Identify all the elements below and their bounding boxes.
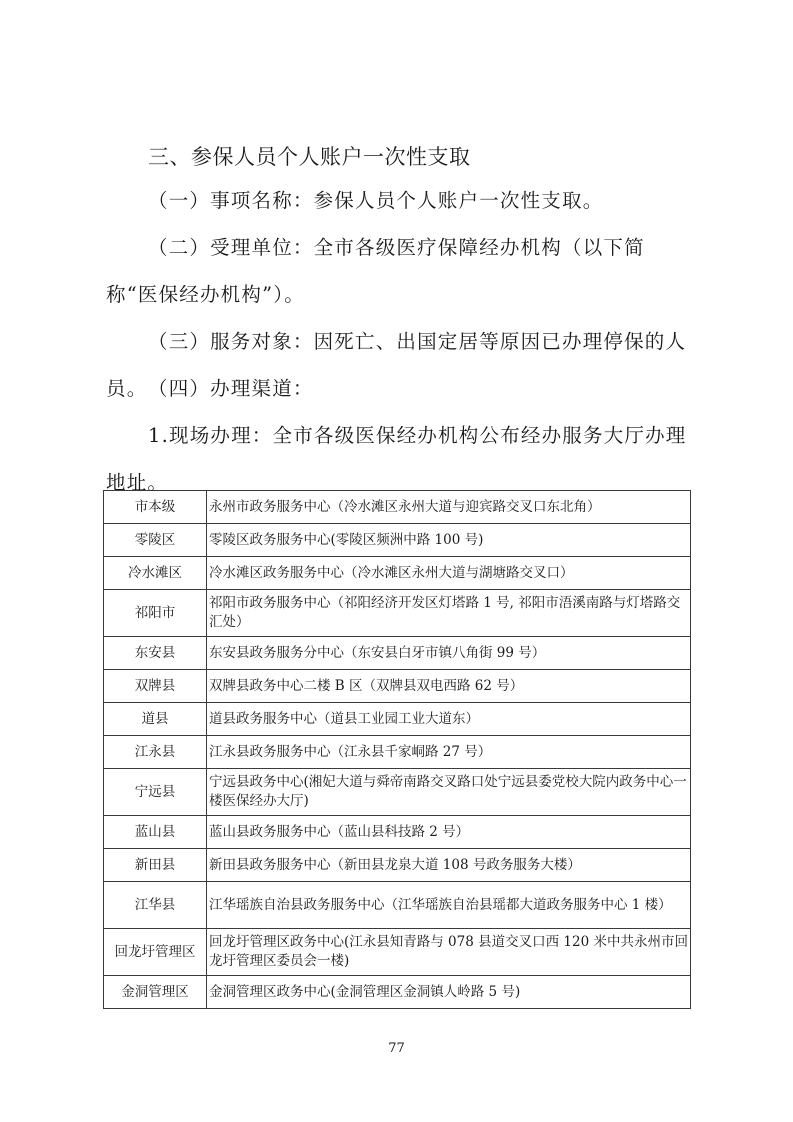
page-number: 77 bbox=[388, 1041, 405, 1056]
address-cell: 零陵区政务服务中心(零陵区频洲中路 100 号) bbox=[207, 524, 691, 557]
table-row bbox=[104, 703, 691, 736]
address-cell: 东安县政务服务分中心（东安县白牙市镇八角街 99 号） bbox=[207, 637, 691, 670]
table-row bbox=[104, 524, 691, 557]
district-cell: 冷水滩区 bbox=[104, 557, 207, 590]
district-cell: 双牌县 bbox=[104, 670, 207, 703]
paragraph-accepting-unit: （二）受理单位：全市各级医疗保障经办机构（以下简称“医保经办机构”）。 bbox=[106, 236, 645, 306]
table-row bbox=[104, 929, 691, 976]
paragraph-onsite: 1.现场办理：全市各级医保经办机构公布经办服务大厅办理地址。 bbox=[106, 424, 687, 494]
address-cell: 新田县政务服务中心（新田县龙泉大道 108 号政务服务大楼） bbox=[207, 849, 691, 882]
paragraph-channels: （四）办理渠道： bbox=[148, 377, 314, 400]
paragraph-item-name: （一）事项名称：参保人员个人账户一次性支取。 bbox=[148, 189, 604, 212]
district-cell: 祁阳市 bbox=[104, 590, 207, 637]
address-cell: 道县政务服务中心（道县工业园工业大道东） bbox=[207, 703, 691, 736]
table-row bbox=[104, 670, 691, 703]
district-cell: 市本级 bbox=[104, 491, 207, 524]
table-row bbox=[104, 882, 691, 929]
district-cell: 江华县 bbox=[104, 882, 207, 929]
district-cell: 道县 bbox=[104, 703, 207, 736]
table-row bbox=[104, 849, 691, 882]
district-cell: 零陵区 bbox=[104, 524, 207, 557]
table-row bbox=[104, 557, 691, 590]
address-cell: 冷水滩区政务服务中心（冷水滩区永州大道与湖塘路交叉口） bbox=[207, 557, 691, 590]
table-row bbox=[104, 491, 691, 524]
table-row bbox=[104, 816, 691, 849]
district-cell: 江永县 bbox=[104, 736, 207, 769]
address-cell: 金洞管理区政务中心(金洞管理区金洞镇人岭路 5 号) bbox=[207, 976, 691, 1009]
district-cell: 东安县 bbox=[104, 637, 207, 670]
table-row bbox=[104, 637, 691, 670]
table-row bbox=[104, 976, 691, 1009]
address-cell: 永州市政务服务中心（冷水滩区永州大道与迎宾路交叉口东北角） bbox=[207, 491, 691, 524]
address-cell: 双牌县政务中心二楼 B 区（双牌县双电西路 62 号） bbox=[207, 670, 691, 703]
address-cell: 蓝山县政务服务中心（蓝山县科技路 2 号） bbox=[207, 816, 691, 849]
table-row bbox=[104, 736, 691, 769]
table-row bbox=[104, 769, 691, 816]
address-cell: 宁远县政务中心(湘妃大道与舜帝南路交叉路口处宁远县委党校大院内政务中心一楼医保经办大厅) bbox=[207, 769, 691, 816]
district-cell: 金洞管理区 bbox=[104, 976, 207, 1009]
district-cell: 回龙圩管理区 bbox=[104, 929, 207, 976]
address-cell: 祁阳市政务服务中心（祁阳经济开发区灯塔路 1 号, 祁阳市浯溪南路与灯塔路交汇处） bbox=[207, 590, 691, 637]
address-cell: 回龙圩管理区政务中心(江永县知青路与 078 县道交叉口西 120 米中共永州市回龙圩管理区委员会一楼) bbox=[207, 929, 691, 976]
service-hall-address-table bbox=[103, 490, 691, 1009]
district-cell: 新田县 bbox=[104, 849, 207, 882]
section-heading: 三、参保人员个人账户一次性支取 bbox=[148, 145, 471, 169]
address-cell: 江华瑶族自治县政务服务中心（江华瑶族自治县瑶都大道政务服务中心 1 楼） bbox=[207, 882, 691, 929]
district-cell: 蓝山县 bbox=[104, 816, 207, 849]
address-cell: 江永县政务服务中心（江永县千家峒路 27 号） bbox=[207, 736, 691, 769]
district-cell: 宁远县 bbox=[104, 769, 207, 816]
table-row bbox=[104, 590, 691, 637]
paragraph-service-target: （三）服务对象：因死亡、出国定居等原因已办理停保的人员。 bbox=[106, 330, 687, 400]
